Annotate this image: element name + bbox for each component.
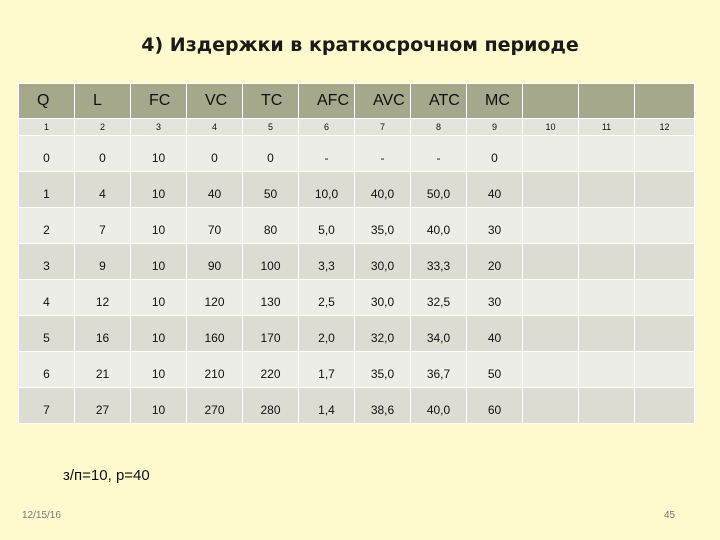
- column-header: FC: [131, 84, 187, 119]
- table-cell: 30: [467, 280, 523, 316]
- table-cell: [523, 388, 579, 424]
- table-cell: 6: [19, 352, 75, 388]
- table-cell: -: [299, 136, 355, 172]
- table-cell: [635, 136, 695, 172]
- table-cell: 80: [243, 208, 299, 244]
- table-cell: 16: [75, 316, 131, 352]
- header-row: [19, 84, 695, 119]
- table-cell: 10: [131, 280, 187, 316]
- table-cell: 120: [187, 280, 243, 316]
- costs-table: [18, 83, 695, 424]
- table-cell: [635, 208, 695, 244]
- table-cell: 0: [75, 136, 131, 172]
- table-cell: 10: [131, 388, 187, 424]
- table-cell: [523, 352, 579, 388]
- table-row: [19, 388, 695, 424]
- table-cell: 130: [243, 280, 299, 316]
- table-cell: 38,6: [355, 388, 411, 424]
- table-cell: 220: [243, 352, 299, 388]
- table-cell: 20: [467, 244, 523, 280]
- table-cell: 40: [467, 172, 523, 208]
- table-cell: 33,3: [411, 244, 467, 280]
- table-cell: 100: [243, 244, 299, 280]
- column-header: L: [75, 84, 131, 119]
- table-cell: 7: [19, 388, 75, 424]
- table-cell: 160: [187, 316, 243, 352]
- table-row: [19, 208, 695, 244]
- table-row: [19, 244, 695, 280]
- column-number: 7: [355, 119, 411, 136]
- table-cell: [579, 136, 635, 172]
- table-cell: 30,0: [355, 244, 411, 280]
- footer-date: 12/15/16: [22, 510, 61, 521]
- table-cell: 4: [19, 280, 75, 316]
- column-header: AFC: [299, 84, 355, 119]
- table-cell: 60: [467, 388, 523, 424]
- table-cell: [523, 280, 579, 316]
- column-header: [635, 84, 695, 119]
- table-cell: 40: [467, 316, 523, 352]
- column-number: 1: [19, 119, 75, 136]
- column-number: 9: [467, 119, 523, 136]
- table-cell: 12: [75, 280, 131, 316]
- table-cell: [579, 208, 635, 244]
- column-number: 3: [131, 119, 187, 136]
- table-cell: 40: [187, 172, 243, 208]
- table-cell: [635, 172, 695, 208]
- table-cell: 50: [243, 172, 299, 208]
- column-number: 11: [579, 119, 635, 136]
- table-cell: 0: [243, 136, 299, 172]
- table-cell: 35,0: [355, 208, 411, 244]
- table-cell: 4: [75, 172, 131, 208]
- table-cell: [523, 172, 579, 208]
- column-header: ATC: [411, 84, 467, 119]
- table-cell: 10: [131, 244, 187, 280]
- table-cell: [635, 280, 695, 316]
- table-row: [19, 136, 695, 172]
- column-number: 6: [299, 119, 355, 136]
- column-number-row: [19, 119, 695, 136]
- table-cell: 50,0: [411, 172, 467, 208]
- table-cell: [523, 316, 579, 352]
- table-cell: 10: [131, 208, 187, 244]
- table-cell: 1,7: [299, 352, 355, 388]
- table-cell: 30: [467, 208, 523, 244]
- table-cell: [635, 316, 695, 352]
- table-cell: 30,0: [355, 280, 411, 316]
- table-cell: 3: [19, 244, 75, 280]
- table-cell: 40,0: [411, 388, 467, 424]
- table-cell: 0: [467, 136, 523, 172]
- table-cell: [579, 316, 635, 352]
- table-cell: [523, 244, 579, 280]
- table-cell: [523, 208, 579, 244]
- table-cell: [579, 388, 635, 424]
- table-cell: 2: [19, 208, 75, 244]
- table-row: [19, 172, 695, 208]
- table-cell: 0: [19, 136, 75, 172]
- column-header: [579, 84, 635, 119]
- table-row: [19, 280, 695, 316]
- table-cell: 7: [75, 208, 131, 244]
- table-cell: [579, 244, 635, 280]
- table-cell: [523, 136, 579, 172]
- table-cell: -: [411, 136, 467, 172]
- table-cell: [635, 244, 695, 280]
- table-cell: 35,0: [355, 352, 411, 388]
- column-header: Q: [19, 84, 75, 119]
- table-cell: 2,0: [299, 316, 355, 352]
- column-number: 5: [243, 119, 299, 136]
- table-row: [19, 316, 695, 352]
- table-cell: 70: [187, 208, 243, 244]
- table-cell: 50: [467, 352, 523, 388]
- column-number: 4: [187, 119, 243, 136]
- table-cell: 10: [131, 136, 187, 172]
- table-cell: 170: [243, 316, 299, 352]
- page-number: 45: [664, 510, 676, 521]
- column-header: AVC: [355, 84, 411, 119]
- table-cell: 1: [19, 172, 75, 208]
- table-cell: 2,5: [299, 280, 355, 316]
- table-cell: 40,0: [411, 208, 467, 244]
- table-cell: 10,0: [299, 172, 355, 208]
- table-cell: 10: [131, 316, 187, 352]
- table-cell: [579, 352, 635, 388]
- table-cell: [579, 172, 635, 208]
- column-number: 12: [635, 119, 695, 136]
- table-cell: 40,0: [355, 172, 411, 208]
- table-cell: [635, 352, 695, 388]
- column-number: 2: [75, 119, 131, 136]
- table-cell: [635, 388, 695, 424]
- table-cell: 5: [19, 316, 75, 352]
- wage-price-note: з/п=10, р=40: [63, 467, 150, 484]
- column-number: 10: [523, 119, 579, 136]
- table-cell: 1,4: [299, 388, 355, 424]
- table-cell: 34,0: [411, 316, 467, 352]
- table-cell: 5,0: [299, 208, 355, 244]
- table-row: [19, 352, 695, 388]
- table-cell: 280: [243, 388, 299, 424]
- table-cell: 210: [187, 352, 243, 388]
- table-cell: 3,3: [299, 244, 355, 280]
- column-header: MC: [467, 84, 523, 119]
- table-cell: [579, 280, 635, 316]
- table-cell: 10: [131, 172, 187, 208]
- column-header: TC: [243, 84, 299, 119]
- slide-title: 4) Издержки в краткосрочном периоде: [141, 34, 579, 56]
- table-cell: 32,0: [355, 316, 411, 352]
- table-cell: 0: [187, 136, 243, 172]
- table-cell: 9: [75, 244, 131, 280]
- column-number: 8: [411, 119, 467, 136]
- table-cell: 36,7: [411, 352, 467, 388]
- column-header: [523, 84, 579, 119]
- table-cell: 90: [187, 244, 243, 280]
- table-cell: 270: [187, 388, 243, 424]
- table-cell: -: [355, 136, 411, 172]
- table-cell: 27: [75, 388, 131, 424]
- table-cell: 32,5: [411, 280, 467, 316]
- table-cell: 10: [131, 352, 187, 388]
- column-header: VC: [187, 84, 243, 119]
- table-cell: 21: [75, 352, 131, 388]
